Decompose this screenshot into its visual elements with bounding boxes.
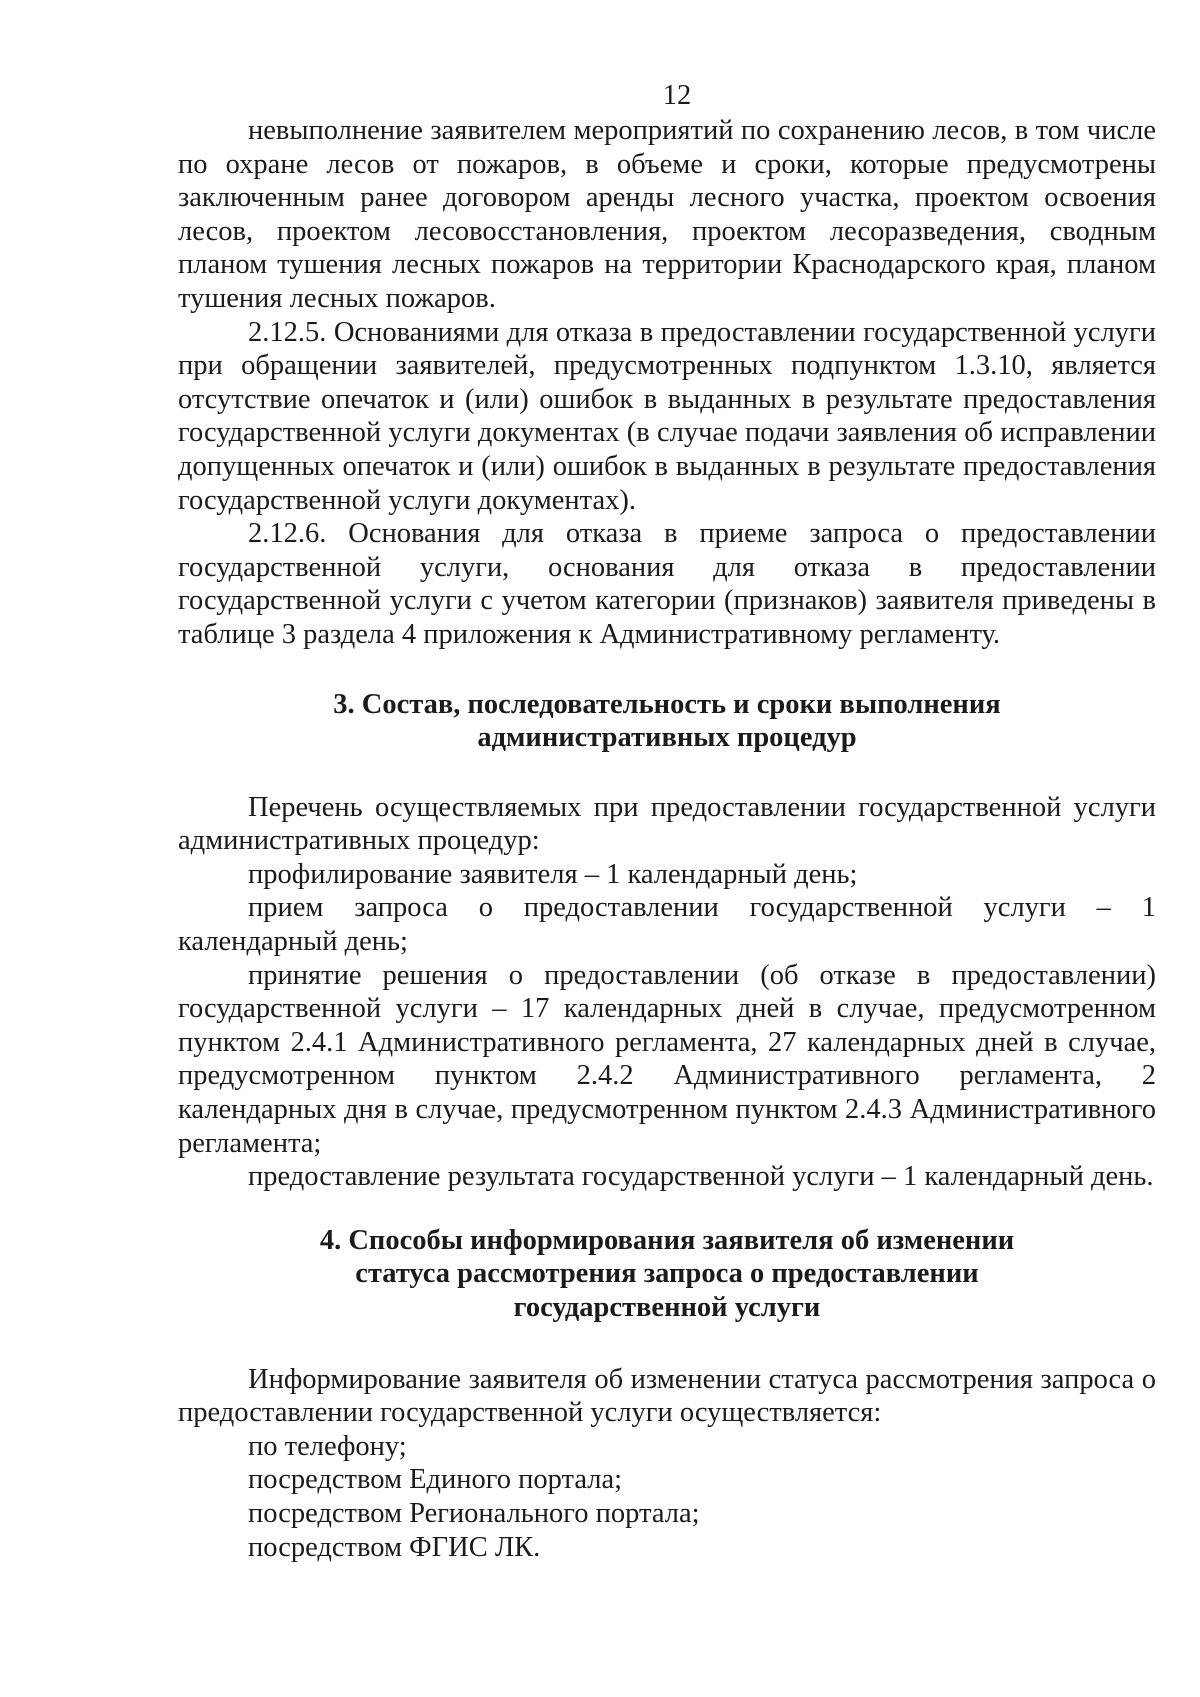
paragraph-2-12-6: 2.12.6. Основания для отказа в приеме запроса о предоставлении государственной услуги, основания для отказа в предоставлении государственной услуги с учетом категории (признаков) заявителя приведены в таблице 3 раздела 4 приложения к Административному регламенту. bbox=[178, 518, 1156, 650]
section-4-heading-line: 4. Способы информирования заявителя об изменении bbox=[319, 1224, 1015, 1256]
section-4-heading-line: статуса рассмотрения запроса о предоставлении bbox=[355, 1258, 979, 1290]
paragraph-forest-protection: невыполнение заявителем мероприятий по сохранению лесов, в том числе по охране лесов от пожаров, в объеме и сроки, которые предусмотрены заключенным ранее договором аренды лесного участка, проектом освоения лесов, проектом лесовосстановления, проектом лесоразведения, сводным планом тушения лесных пожаров на территории Краснодарского края, планом тушения лесных пожаров. bbox=[178, 115, 1156, 314]
paragraph-2-12-5: 2.12.5. Основаниями для отказа в предоставлении государственной услуги при обращении заявителей, предусмотренных подпунктом 1.3.10, является отсутствие опечаток и (или) ошибок в выданных в результате предоставления государственной услуги документах (в случае подачи заявления об исправлении допущенных опечаток и (или) ошибок в выданных в результате предоставления государственной услуги документах). bbox=[178, 316, 1156, 516]
notification-method-item: посредством Единого портала; bbox=[248, 1464, 623, 1496]
section-4-heading-line: государственной услуги bbox=[513, 1292, 821, 1323]
procedure-item: предоставление результата государственной услуги – 1 календарный день. bbox=[248, 1161, 1154, 1193]
page-number: 12 bbox=[662, 80, 692, 111]
section-3-intro: Перечень осуществляемых при предоставлении государственной услуги административных процедур: bbox=[178, 791, 1156, 857]
procedure-item: принятие решения о предоставлении (об отказе в предоставлении) государственной услуги – 17 календарных дней в случае, предусмотренном пунктом 2.4.1 Административного регламента, 27 календарных дней в случае, предусмотренном пунктом 2.4.2 Административного регламента, 2 календарных дня в случае, предусмотренном пунктом 2.4.3 Административного регламента; bbox=[178, 959, 1156, 1159]
section-3-heading-line: 3. Состав, последовательность и сроки выполнения bbox=[333, 688, 1001, 720]
notification-method-item: посредством ФГИС ЛК. bbox=[248, 1531, 541, 1563]
notification-method-item: по телефону; bbox=[248, 1430, 407, 1462]
document-page bbox=[178, 78, 1156, 1564]
section-3-heading bbox=[178, 688, 1156, 755]
procedure-item: профилирование заявителя – 1 календарный день; bbox=[248, 858, 858, 890]
section-4-heading bbox=[178, 1224, 1156, 1325]
notification-method-item: посредством Регионального портала; bbox=[248, 1497, 700, 1529]
section-4-intro: Информирование заявителя об изменении статуса рассмотрения запроса о предоставлении государственной услуги осуществляется: bbox=[178, 1363, 1156, 1429]
procedure-item: прием запроса о предоставлении государственной услуги – 1 календарный день; bbox=[178, 892, 1156, 958]
section-3-heading-line: административных процедур bbox=[477, 722, 857, 754]
